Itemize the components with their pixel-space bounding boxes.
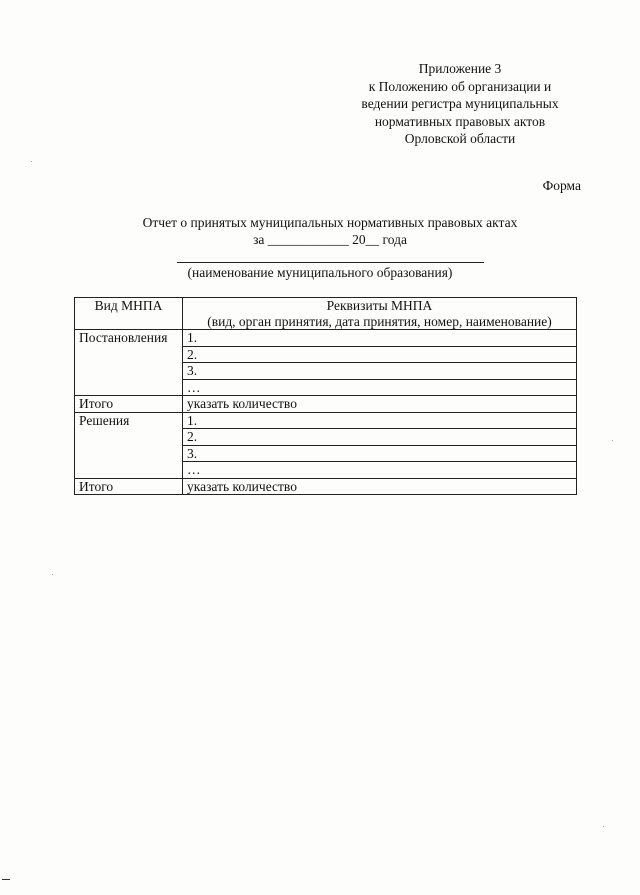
total-label: Итого: [75, 478, 183, 495]
scan-speck: [52, 574, 53, 575]
appendix-header: [330, 60, 590, 148]
table-cell: …: [183, 379, 577, 396]
report-title: Отчет о принятых муниципальных нормативных правовых актах: [142, 215, 518, 230]
table-cell: 3.: [183, 445, 577, 462]
table-cell: 3.: [183, 363, 577, 380]
appendix-line: к Положению об организации и: [368, 78, 552, 94]
org-name-blank-line: [177, 262, 484, 263]
appendix-line: ведении регистра муниципальных: [361, 96, 559, 111]
form-label: Форма: [542, 178, 581, 193]
header-details: [183, 298, 577, 330]
table-cell: 2.: [183, 429, 577, 446]
total-label: Итого: [75, 396, 183, 413]
appendix-line: нормативных правовых актов: [374, 113, 546, 129]
table-cell: …: [183, 462, 577, 479]
group-name: Постановления: [75, 330, 183, 396]
group-name: Решения: [75, 412, 183, 478]
appendix-line: Приложение 3: [418, 61, 502, 76]
header-type: Вид МНПА: [75, 298, 183, 330]
total-value: указать количество: [183, 478, 577, 495]
table-cell: 1.: [183, 330, 577, 347]
total-row: [75, 478, 577, 495]
scan-speck: [603, 826, 604, 827]
table-header-row: [75, 298, 577, 330]
scan-speck: [612, 440, 613, 441]
total-value: указать количество: [183, 396, 577, 413]
appendix-line: Орловской области: [404, 131, 516, 146]
header-details-title: Реквизиты МНПА: [326, 298, 433, 313]
report-title-block: [70, 214, 590, 248]
org-name-caption: (наименование муниципального образования): [187, 265, 453, 280]
report-period: за ____________ 20__ года: [253, 232, 407, 247]
total-row: [75, 396, 577, 413]
table-cell: 2.: [183, 346, 577, 363]
table-row: [75, 330, 577, 347]
table-cell: 1.: [183, 412, 577, 429]
header-details-subtitle: (вид, орган принятия, дата принятия, номер, наименование): [207, 313, 552, 329]
scan-speck: [31, 161, 32, 162]
scan-margin-mark: [2, 879, 10, 880]
table-row: [75, 412, 577, 429]
report-table: [74, 297, 577, 495]
